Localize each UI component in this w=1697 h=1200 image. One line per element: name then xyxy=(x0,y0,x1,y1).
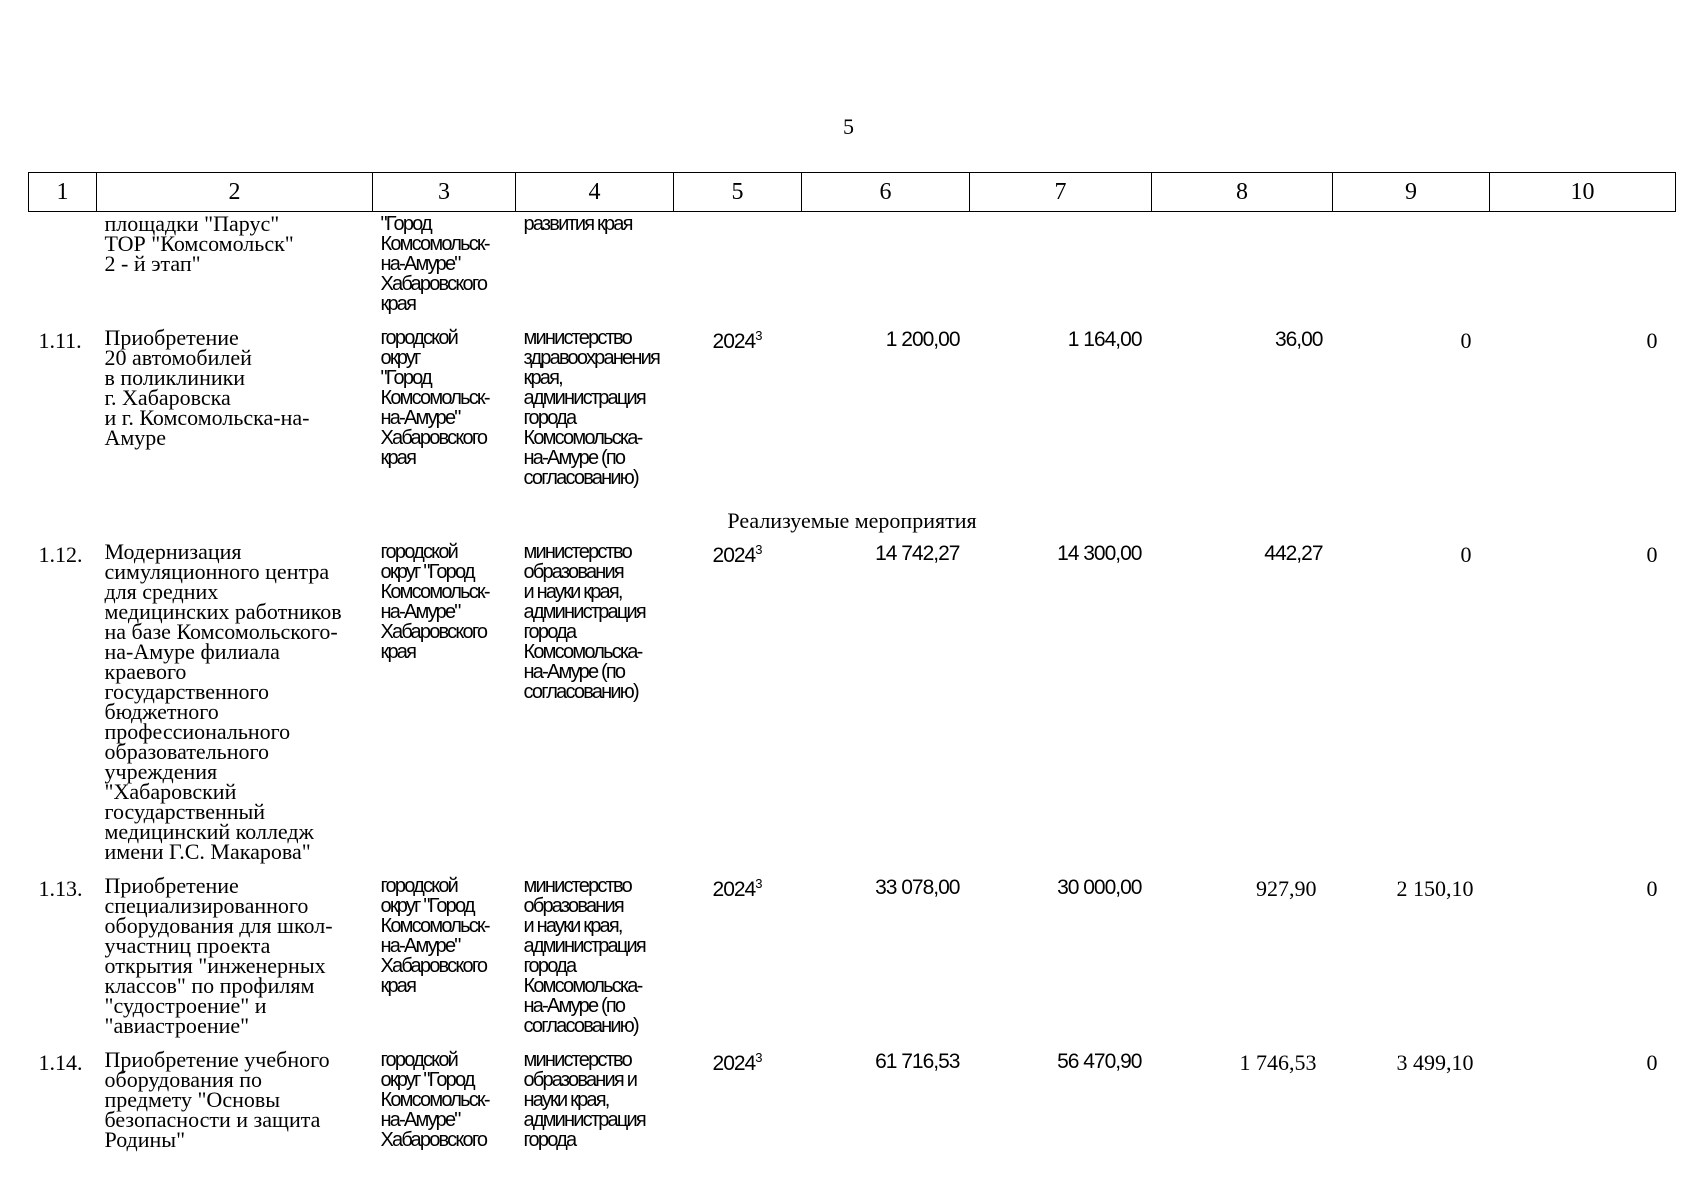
territory xyxy=(373,540,516,862)
territory-line: городской xyxy=(380,327,458,349)
executor-line: министерство xyxy=(523,541,631,563)
row-gap xyxy=(29,1150,1676,1162)
amount-col-8: 1 746,53 xyxy=(1239,1050,1317,1075)
territory-line: Хабаровского xyxy=(380,621,487,643)
measure-name-line: Родины" xyxy=(104,1127,186,1152)
executor-line: министерство xyxy=(523,1049,631,1071)
measure-name-line: медицинский колледж xyxy=(104,819,314,844)
header-col-10: 10 xyxy=(1490,173,1676,212)
territory-line: городской xyxy=(380,875,458,897)
executor-line: министерство xyxy=(523,875,631,897)
executor xyxy=(516,212,674,315)
total-amount: 1 200,00 xyxy=(885,328,960,351)
territory-line: края xyxy=(380,293,416,315)
measure-name-line: Амуре xyxy=(104,425,167,450)
measure-name-line: профессионального xyxy=(104,719,291,744)
measures-table xyxy=(28,172,1676,1162)
amount-col-8: 36,00 xyxy=(1274,328,1323,351)
measure-name-line: участниц проекта xyxy=(104,933,271,958)
row-gap xyxy=(29,488,1676,500)
territory-line: городской xyxy=(380,541,458,563)
header-col-8: 8 xyxy=(1152,173,1333,212)
measure-name-line: в поликлиники xyxy=(104,365,246,390)
header-col-4: 4 xyxy=(516,173,674,212)
territory-line: Хабаровского xyxy=(380,427,487,449)
empty-cell xyxy=(674,212,802,315)
year-value: 2024 xyxy=(712,1052,756,1075)
page-number: 5 xyxy=(843,114,854,139)
measure-name xyxy=(97,540,373,862)
territory xyxy=(373,1048,516,1150)
table-row xyxy=(29,1048,1676,1150)
executor-line: и науки края, xyxy=(523,581,622,603)
header-col-7: 7 xyxy=(970,173,1152,212)
year-footnote: 3 xyxy=(755,876,763,891)
territory-line: на-Амуре" xyxy=(380,253,460,275)
measure-name-line: и г. Комсомольска-на- xyxy=(104,405,310,430)
executor xyxy=(516,540,674,862)
total-amount: 61 716,53 xyxy=(875,1050,960,1073)
measure-name-line: "Хабаровский xyxy=(104,779,237,804)
measure-name-line: 20 автомобилей xyxy=(104,345,252,370)
executor-line: Комсомольска- xyxy=(523,427,642,449)
territory-line: Хабаровского xyxy=(380,273,487,295)
amount-col-9: 3 499,10 xyxy=(1396,1050,1474,1075)
executor-line: и науки края, xyxy=(523,915,622,937)
row-number: 1.11. xyxy=(38,328,82,353)
empty-cell xyxy=(970,212,1152,315)
territory xyxy=(373,212,516,315)
measure-name xyxy=(97,1048,373,1150)
empty-cell xyxy=(802,212,970,315)
territory-line: Хабаровского xyxy=(380,1129,487,1151)
measure-name-line: бюджетного xyxy=(104,699,219,724)
measure-name-line: ТОР "Комсомольск" xyxy=(104,231,294,256)
amount-col-10: 0 xyxy=(1646,876,1658,901)
territory-line: Комсомольск- xyxy=(380,387,489,409)
measure-name-line: симуляционного центра xyxy=(104,559,330,584)
executor-line: науки края, xyxy=(523,1089,609,1111)
header-col-6: 6 xyxy=(802,173,970,212)
executor-line: города xyxy=(523,955,576,977)
territory-line: края xyxy=(380,447,416,469)
amount-col-8: 927,90 xyxy=(1256,876,1317,901)
amount-col-9: 2 150,10 xyxy=(1396,876,1474,901)
measure-name-line: государственного xyxy=(104,679,269,704)
empty-cell xyxy=(1152,212,1333,315)
territory-line: края xyxy=(380,975,416,997)
empty-cell xyxy=(1490,212,1676,315)
executor-line: развития края xyxy=(523,213,632,235)
executor-line: министерство xyxy=(523,327,631,349)
territory-line: Комсомольск- xyxy=(380,1089,489,1111)
amount-col-10: 0 xyxy=(1646,542,1658,567)
amount-col-7: 56 470,90 xyxy=(1057,1050,1142,1073)
measure-name-line: специализированного xyxy=(104,893,309,918)
territory-line: Комсомольск- xyxy=(380,915,489,937)
amount-col-7: 30 000,00 xyxy=(1057,876,1142,899)
executor-line: образования xyxy=(523,561,623,583)
measure-name-line: г. Хабаровска xyxy=(104,385,231,410)
year-value: 2024 xyxy=(712,544,756,567)
year-cell xyxy=(674,540,802,862)
executor-line: администрация xyxy=(523,935,645,957)
territory-line: Комсомольск- xyxy=(380,233,489,255)
executor-line: согласованию) xyxy=(523,681,638,703)
measure-name-line: площадки "Парус" xyxy=(104,211,280,236)
measure-name-line: предмету "Основы xyxy=(104,1087,281,1112)
year-footnote: 3 xyxy=(755,542,763,557)
gap-cell xyxy=(29,862,97,874)
measure-name-line: открытия "инженерных xyxy=(104,953,326,978)
year-cell xyxy=(674,1048,802,1150)
territory-line: "Город xyxy=(380,213,431,235)
gap-cell xyxy=(29,314,97,326)
amount-col-10: 0 xyxy=(1646,328,1658,353)
executor-line: на-Амуре (по xyxy=(523,447,625,469)
executor xyxy=(516,326,674,488)
territory-line: округ xyxy=(380,347,420,369)
amount-col-7: 14 300,00 xyxy=(1057,542,1142,565)
amount-col-8: 442,27 xyxy=(1264,542,1323,565)
executor-line: края, xyxy=(523,367,562,389)
header-col-2: 2 xyxy=(97,173,373,212)
measure-name-line: "авиастроение" xyxy=(104,1013,250,1038)
measure-name-line: "судостроение" и xyxy=(104,993,267,1018)
executor-line: на-Амуре (по xyxy=(523,661,625,683)
territory xyxy=(373,326,516,488)
measure-name-line: безопасности и защита xyxy=(104,1107,321,1132)
year-footnote: 3 xyxy=(755,328,763,343)
executor-line: администрация xyxy=(523,1109,645,1131)
measure-name-line: Приобретение xyxy=(104,325,239,350)
year-footnote: 3 xyxy=(755,1050,763,1065)
row-number: 1.13. xyxy=(38,876,83,901)
executor-line: образования xyxy=(523,895,623,917)
measure-name-line: учреждения xyxy=(104,759,218,784)
section-title: Реализуемые мероприятия xyxy=(727,508,977,533)
row-gap xyxy=(29,314,1676,326)
measure-name-line: имени Г.С. Макарова" xyxy=(104,839,311,864)
total-amount: 33 078,00 xyxy=(875,876,960,899)
executor-line: на-Амуре (по xyxy=(523,995,625,1017)
header-row xyxy=(29,173,1676,212)
measure-name-line: Приобретение учебного xyxy=(104,1047,330,1072)
measure-name-line: оборудования для школ- xyxy=(104,913,333,938)
measure-name-line: образовательного xyxy=(104,739,269,764)
territory-line: на-Амуре" xyxy=(380,1109,460,1131)
header-col-9: 9 xyxy=(1333,173,1490,212)
gap-cell xyxy=(29,1150,97,1162)
territory-line: на-Амуре" xyxy=(380,935,460,957)
header-col-3: 3 xyxy=(373,173,516,212)
executor-line: Комсомольска- xyxy=(523,975,642,997)
executor-line: согласованию) xyxy=(523,1015,638,1037)
amount-col-10: 0 xyxy=(1646,1050,1658,1075)
executor-line: города xyxy=(523,621,576,643)
executor-line: администрация xyxy=(523,601,645,623)
measure-name xyxy=(97,326,373,488)
total-amount: 14 742,27 xyxy=(875,542,960,565)
measure-name-line: медицинских работников xyxy=(104,599,342,624)
measure-name-line: 2 - й этап" xyxy=(104,251,201,276)
territory-line: "Город xyxy=(380,367,431,389)
empty-cell xyxy=(1333,212,1490,315)
territory-line: на-Амуре" xyxy=(380,407,460,429)
section-row xyxy=(29,500,1676,540)
row-number xyxy=(29,212,97,315)
executor-line: Комсомольска- xyxy=(523,641,642,663)
table-row-continued xyxy=(29,212,1676,315)
executor-line: здравоохранения xyxy=(523,347,660,369)
measure-name xyxy=(97,874,373,1036)
territory-line: округ "Город xyxy=(380,895,474,917)
measure-name-line: оборудования по xyxy=(104,1067,263,1092)
row-number: 1.14. xyxy=(38,1050,83,1075)
executor-line: администрация xyxy=(523,387,645,409)
territory-line: округ "Город xyxy=(380,561,474,583)
year-value: 2024 xyxy=(712,878,756,901)
measure-name-line: классов" по профилям xyxy=(104,973,315,998)
amount-col-9: 0 xyxy=(1460,542,1472,567)
executor-line: образования и xyxy=(523,1069,637,1091)
territory-line: края xyxy=(380,641,416,663)
measure-name-line: краевого xyxy=(104,659,187,684)
table-row xyxy=(29,540,1676,862)
measure-name-line: государственный xyxy=(104,799,266,824)
territory-line: городской xyxy=(380,1049,458,1071)
amount-col-9: 0 xyxy=(1460,328,1472,353)
executor-line: согласованию) xyxy=(523,467,638,489)
measure-name-line: на-Амуре филиала xyxy=(104,639,280,664)
row-number: 1.12. xyxy=(38,542,83,567)
territory xyxy=(373,874,516,1036)
amount-col-7: 1 164,00 xyxy=(1067,328,1142,351)
header-col-5: 5 xyxy=(674,173,802,212)
gap-cell xyxy=(29,488,97,500)
measure-name-line: Приобретение xyxy=(104,873,239,898)
year-cell xyxy=(674,326,802,488)
executor xyxy=(516,874,674,1036)
executor-line: города xyxy=(523,1129,576,1151)
territory-line: Хабаровского xyxy=(380,955,487,977)
territory-line: Комсомольск- xyxy=(380,581,489,603)
table-row xyxy=(29,326,1676,488)
table-row xyxy=(29,874,1676,1036)
year-cell xyxy=(674,874,802,1036)
measure-name-line: для средних xyxy=(104,579,219,604)
territory-line: округ "Город xyxy=(380,1069,474,1091)
gap-cell xyxy=(29,1036,97,1048)
header-col-1: 1 xyxy=(29,173,97,212)
year-value: 2024 xyxy=(712,330,756,353)
measure-name xyxy=(97,212,373,315)
measure-name-line: на базе Комсомольского- xyxy=(104,619,338,644)
executor xyxy=(516,1048,674,1150)
measure-name-line: Модернизация xyxy=(104,539,242,564)
executor-line: города xyxy=(523,407,576,429)
territory-line: на-Амуре" xyxy=(380,601,460,623)
